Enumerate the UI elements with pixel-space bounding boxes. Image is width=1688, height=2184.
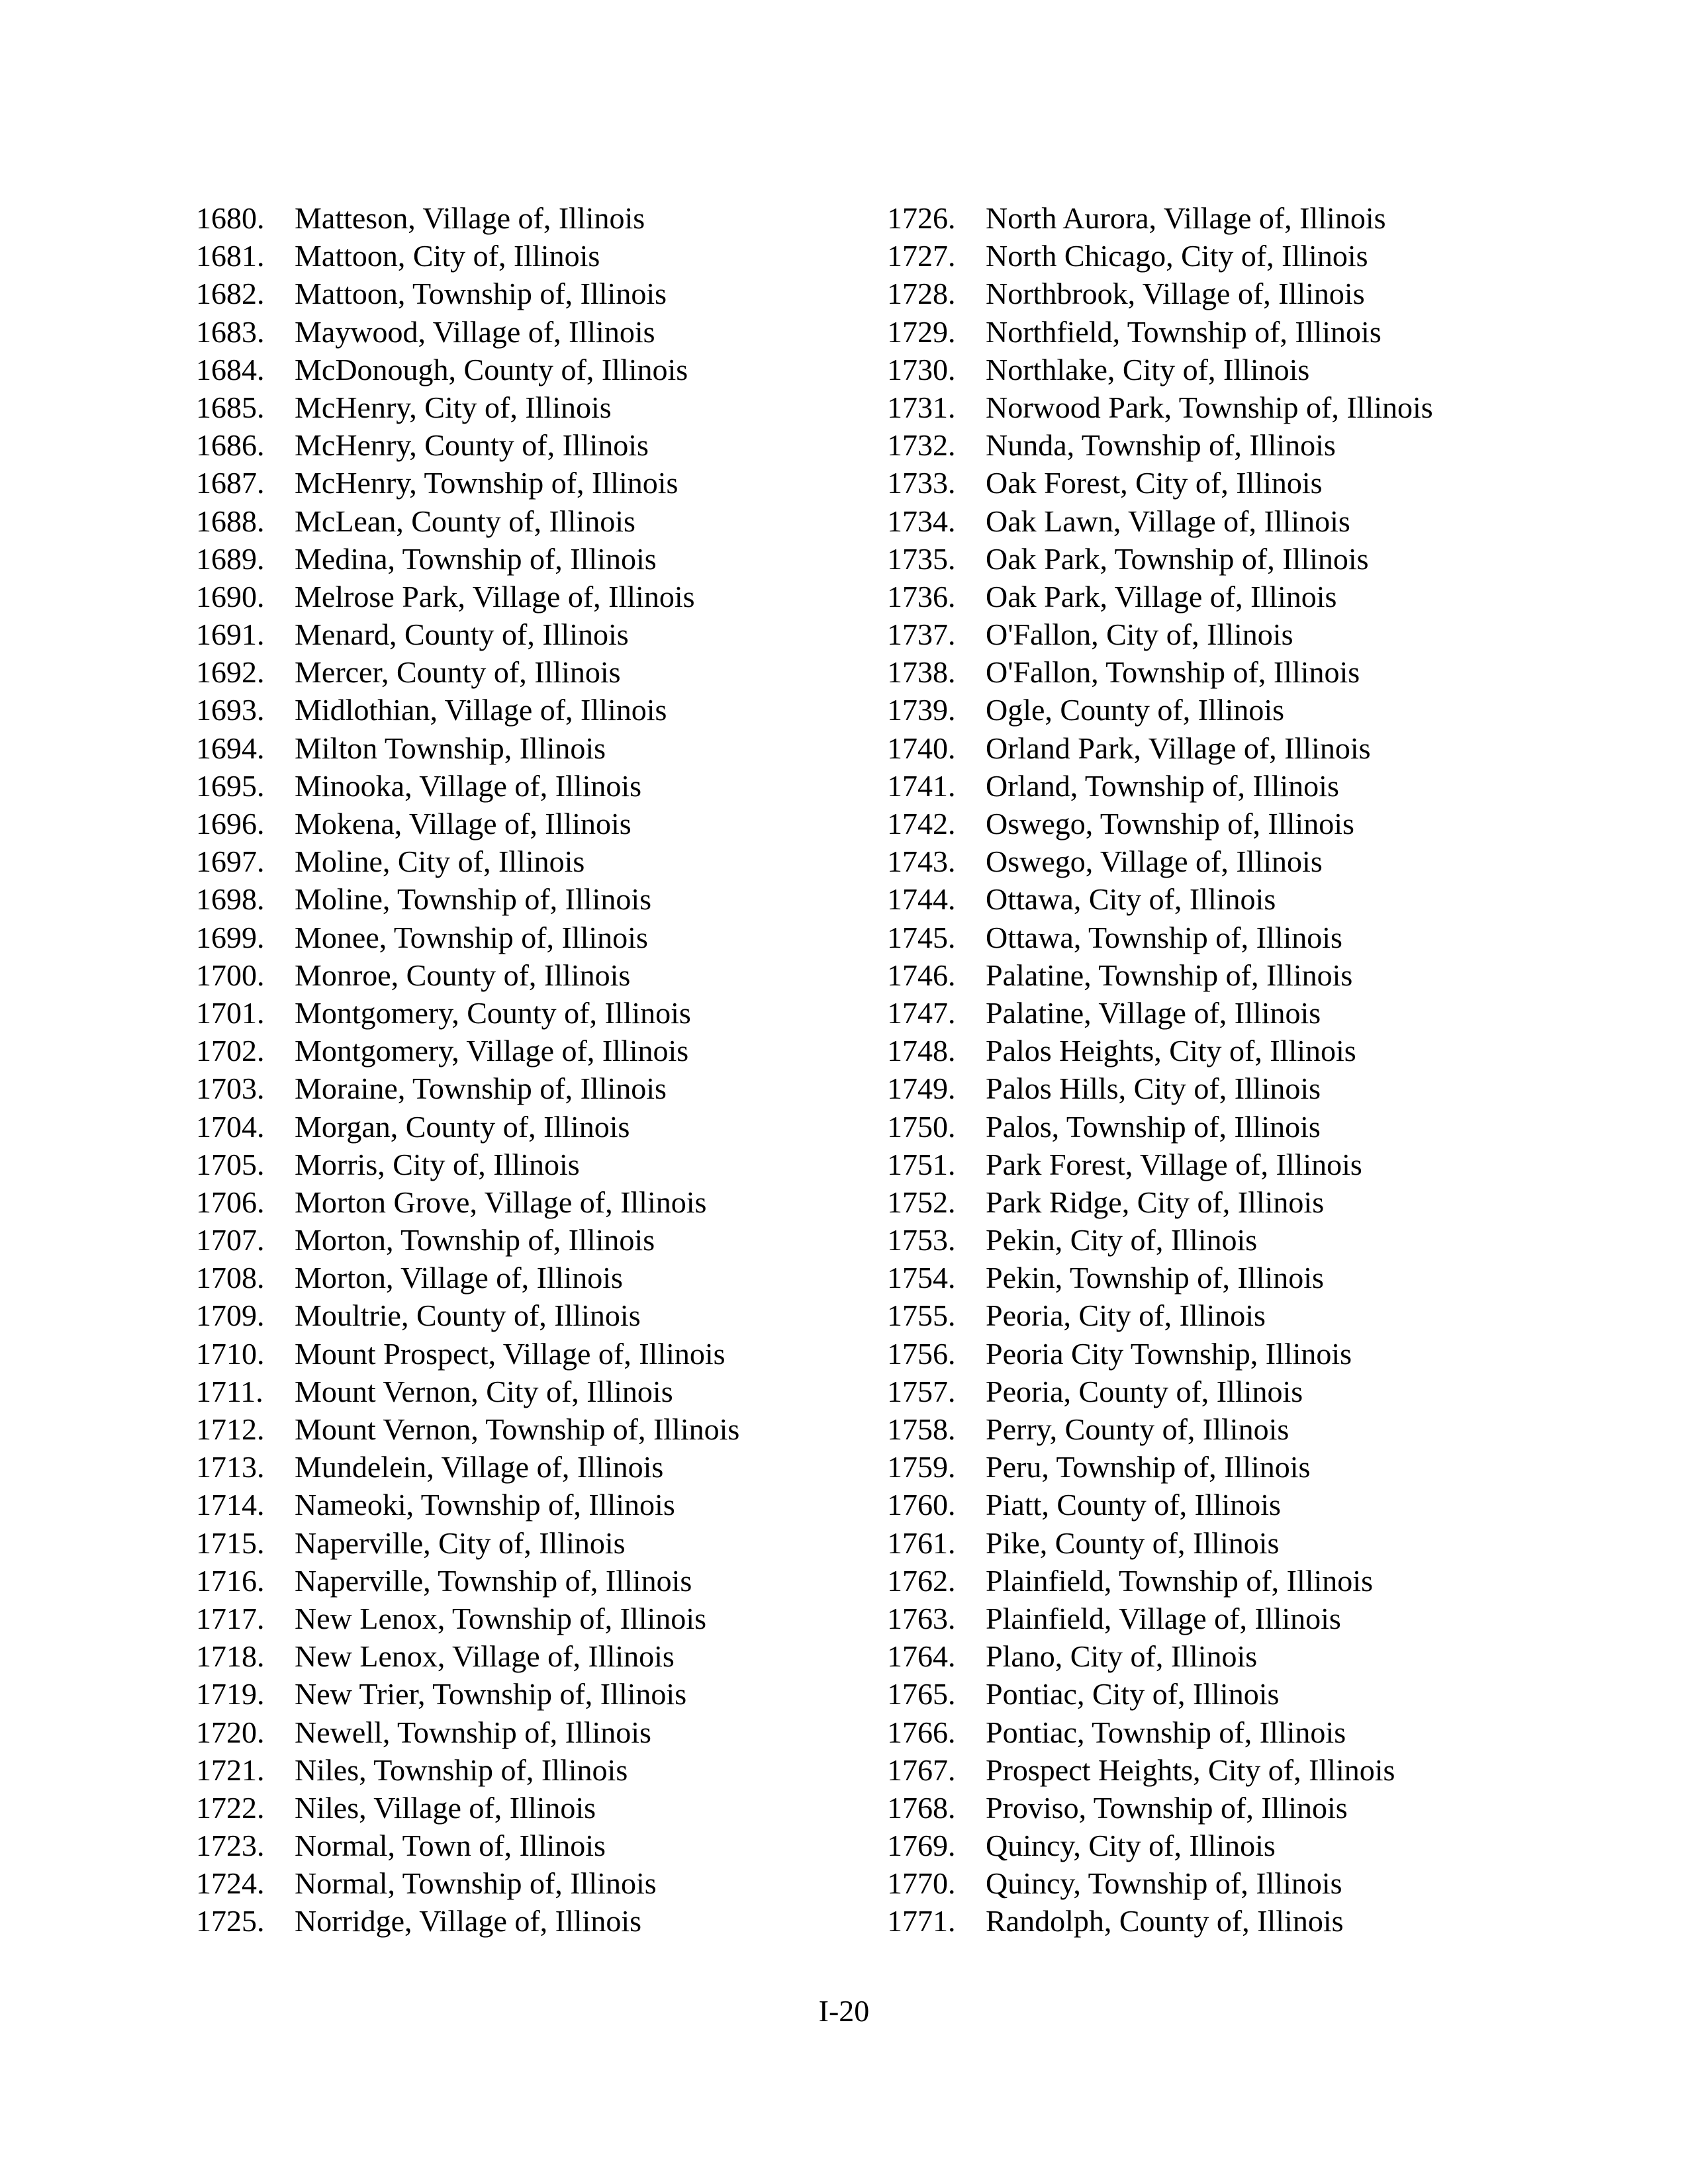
list-item (887, 805, 1549, 842)
entry-name: Normal, Township of, Illinois (295, 1866, 657, 1901)
entry-number: 1741. (887, 768, 956, 803)
list-item (887, 767, 1549, 805)
entry-name: Ottawa, Township of, Illinois (986, 920, 1342, 954)
entry-number: 1694. (196, 731, 265, 765)
entry-name: Oswego, Village of, Illinois (986, 844, 1323, 879)
entry-name: Ogle, County of, Illinois (986, 693, 1285, 727)
entry-name: Pekin, Township of, Illinois (986, 1261, 1324, 1295)
entry-number: 1762. (887, 1563, 956, 1598)
list-item (887, 691, 1549, 729)
entry-number: 1707. (196, 1223, 265, 1257)
entry-name: Plainfield, Village of, Illinois (986, 1601, 1341, 1635)
entry-name: Nameoki, Township of, Illinois (295, 1488, 675, 1522)
list-item (196, 805, 858, 842)
entry-number: 1731. (887, 390, 956, 424)
list-item (887, 1410, 1549, 1448)
entry-number: 1756. (887, 1336, 956, 1371)
list-item (196, 1259, 858, 1297)
entry-name: Park Forest, Village of, Illinois (986, 1147, 1362, 1181)
entry-name: North Chicago, City of, Illinois (986, 239, 1368, 273)
list-item (196, 880, 858, 918)
list-item (196, 1373, 858, 1410)
entry-name: Mattoon, City of, Illinois (295, 239, 600, 273)
entry-name: Plainfield, Township of, Illinois (986, 1563, 1373, 1598)
list-item (196, 502, 858, 540)
list-item (196, 1069, 858, 1107)
entry-number: 1720. (196, 1715, 265, 1749)
list-item (196, 1827, 858, 1864)
entry-number: 1700. (196, 958, 265, 992)
entry-number: 1721. (196, 1752, 265, 1787)
list-item (887, 1297, 1549, 1334)
list-item (196, 388, 858, 426)
entry-number: 1728. (887, 277, 956, 311)
entry-name: Monee, Township of, Illinois (295, 920, 648, 954)
entry-number: 1689. (196, 541, 265, 576)
entry-number: 1747. (887, 995, 956, 1030)
entry-number: 1703. (196, 1071, 265, 1106)
entry-name: North Aurora, Village of, Illinois (986, 201, 1386, 235)
list-item (887, 842, 1549, 880)
entry-number: 1748. (887, 1034, 956, 1068)
list-item (887, 1751, 1549, 1789)
list-item (196, 275, 858, 312)
entry-number: 1695. (196, 768, 265, 803)
entry-number: 1743. (887, 844, 956, 879)
list-item (196, 994, 858, 1032)
list-item (196, 919, 858, 956)
list-item (887, 729, 1549, 767)
entry-name: Morton, Township of, Illinois (295, 1223, 655, 1257)
entry-number: 1744. (887, 882, 956, 917)
entry-name: Oak Forest, City of, Illinois (986, 466, 1323, 500)
entry-name: Peoria City Township, Illinois (986, 1336, 1352, 1371)
entry-name: Mokena, Village of, Illinois (295, 807, 632, 841)
entry-name: Mount Prospect, Village of, Illinois (295, 1336, 726, 1371)
entry-name: New Lenox, Township of, Illinois (295, 1601, 706, 1635)
list-item (196, 1600, 858, 1637)
entry-name: Mattoon, Township of, Illinois (295, 277, 667, 311)
entry-number: 1749. (887, 1071, 956, 1106)
list-item (196, 1486, 858, 1524)
list-item (887, 1069, 1549, 1107)
entry-name: Morton Grove, Village of, Illinois (295, 1185, 707, 1219)
entry-number: 1761. (887, 1525, 956, 1560)
list-item (887, 1221, 1549, 1259)
entry-name: McLean, County of, Illinois (295, 504, 635, 538)
entry-name: Peru, Township of, Illinois (986, 1450, 1311, 1484)
entry-name: Norridge, Village of, Illinois (295, 1904, 642, 1938)
entry-number: 1711. (196, 1374, 263, 1408)
entry-number: 1701. (196, 995, 265, 1030)
entry-name: McHenry, County of, Illinois (295, 428, 649, 463)
list-item (887, 388, 1549, 426)
entry-name: Pike, County of, Illinois (986, 1525, 1280, 1560)
list-item (887, 615, 1549, 653)
entry-name: Oswego, Township of, Illinois (986, 807, 1354, 841)
list-item (196, 1637, 858, 1675)
entry-number: 1683. (196, 314, 265, 349)
entry-number: 1692. (196, 655, 265, 690)
entry-number: 1736. (887, 579, 956, 614)
list-item (196, 1108, 858, 1146)
list-item (196, 1410, 858, 1448)
list-item (887, 1108, 1549, 1146)
list-item (887, 919, 1549, 956)
entry-name: Morgan, County of, Illinois (295, 1109, 630, 1144)
entry-name: Maywood, Village of, Illinois (295, 314, 655, 349)
entry-name: Naperville, Township of, Illinois (295, 1563, 692, 1598)
list-item (887, 1789, 1549, 1827)
entry-number: 1699. (196, 920, 265, 954)
entry-name: Midlothian, Village of, Illinois (295, 693, 667, 727)
entry-number: 1735. (887, 541, 956, 576)
entry-name: Peoria, City of, Illinois (986, 1298, 1266, 1333)
list-item (887, 1675, 1549, 1713)
entry-number: 1702. (196, 1034, 265, 1068)
entry-name: Niles, Township of, Illinois (295, 1752, 628, 1787)
list-item (887, 275, 1549, 312)
entry-number: 1755. (887, 1298, 956, 1333)
list-item (887, 1486, 1549, 1524)
entry-number: 1757. (887, 1374, 956, 1408)
entry-number: 1765. (887, 1677, 956, 1711)
entry-name: Oak Park, Township of, Illinois (986, 541, 1369, 576)
entry-name: Proviso, Township of, Illinois (986, 1790, 1348, 1825)
entry-number: 1742. (887, 807, 956, 841)
entry-number: 1724. (196, 1866, 265, 1901)
entry-number: 1712. (196, 1412, 265, 1446)
list-item (196, 540, 858, 578)
entry-name: Quincy, City of, Illinois (986, 1829, 1276, 1863)
list-item (196, 1562, 858, 1600)
entry-name: Peoria, County of, Illinois (986, 1374, 1303, 1408)
entry-name: Northlake, City of, Illinois (986, 352, 1310, 387)
entry-number: 1714. (196, 1488, 265, 1522)
entry-number: 1732. (887, 428, 956, 463)
entry-name: Moultrie, County of, Illinois (295, 1298, 641, 1333)
entry-number: 1696. (196, 807, 265, 841)
entry-number: 1681. (196, 239, 265, 273)
entry-number: 1767. (887, 1752, 956, 1787)
entry-number: 1705. (196, 1147, 265, 1181)
entry-number: 1690. (196, 579, 265, 614)
entry-number: 1739. (887, 693, 956, 727)
list-item (887, 464, 1549, 502)
entry-number: 1717. (196, 1601, 265, 1635)
entry-number: 1723. (196, 1829, 265, 1863)
list-item (196, 1864, 858, 1902)
list-item (887, 653, 1549, 691)
list-item (196, 615, 858, 653)
entry-name: Palos Heights, City of, Illinois (986, 1034, 1356, 1068)
entry-number: 1771. (887, 1904, 956, 1938)
entry-name: Orland, Township of, Illinois (986, 768, 1339, 803)
entry-name: Mundelein, Village of, Illinois (295, 1450, 664, 1484)
list-item (196, 1789, 858, 1827)
entry-number: 1680. (196, 201, 265, 235)
entry-name: New Trier, Township of, Illinois (295, 1677, 687, 1711)
entry-name: Norwood Park, Township of, Illinois (986, 390, 1433, 424)
list-item (196, 956, 858, 994)
entry-name: Palatine, Township of, Illinois (986, 958, 1353, 992)
list-item (196, 1335, 858, 1373)
list-item (887, 1335, 1549, 1373)
list-item (887, 351, 1549, 388)
list-item (887, 1146, 1549, 1183)
list-item (196, 1146, 858, 1183)
list-item (887, 313, 1549, 351)
entry-name: Pekin, City of, Illinois (986, 1223, 1258, 1257)
list-item (887, 1713, 1549, 1751)
entry-number: 1718. (196, 1639, 265, 1674)
list-item (196, 1032, 858, 1069)
list-item (196, 691, 858, 729)
entry-number: 1766. (887, 1715, 956, 1749)
list-item (196, 1183, 858, 1221)
entry-number: 1698. (196, 882, 265, 917)
entry-name: Prospect Heights, City of, Illinois (986, 1752, 1395, 1787)
entry-number: 1691. (196, 617, 265, 652)
entry-number: 1751. (887, 1147, 956, 1181)
list-item (196, 199, 858, 237)
list-item (887, 540, 1549, 578)
entry-name: Ottawa, City of, Illinois (986, 882, 1276, 917)
entry-name: Morris, City of, Illinois (295, 1147, 580, 1181)
entry-name: Piatt, County of, Illinois (986, 1488, 1281, 1522)
list-item (887, 1600, 1549, 1637)
entry-number: 1682. (196, 277, 265, 311)
entry-name: O'Fallon, Township of, Illinois (986, 655, 1360, 690)
list-item (196, 1524, 858, 1562)
entry-name: Matteson, Village of, Illinois (295, 201, 645, 235)
entry-number: 1760. (887, 1488, 956, 1522)
entry-number: 1737. (887, 617, 956, 652)
list-item (196, 426, 858, 464)
entry-name: Pontiac, City of, Illinois (986, 1677, 1280, 1711)
entry-number: 1722. (196, 1790, 265, 1825)
entry-name: Nunda, Township of, Illinois (986, 428, 1336, 463)
entry-number: 1764. (887, 1639, 956, 1674)
list-item (887, 1524, 1549, 1562)
entry-number: 1753. (887, 1223, 956, 1257)
entry-name: Mount Vernon, City of, Illinois (295, 1374, 673, 1408)
entry-name: Medina, Township of, Illinois (295, 541, 657, 576)
list-item (887, 502, 1549, 540)
entry-number: 1719. (196, 1677, 265, 1711)
entry-name: Northfield, Township of, Illinois (986, 314, 1382, 349)
list-item (887, 1448, 1549, 1486)
list-item (887, 426, 1549, 464)
entry-number: 1710. (196, 1336, 265, 1371)
entry-name: Randolph, County of, Illinois (986, 1904, 1344, 1938)
entry-number: 1704. (196, 1109, 265, 1144)
entry-name: McHenry, Township of, Illinois (295, 466, 679, 500)
entry-name: Moraine, Township of, Illinois (295, 1071, 667, 1106)
entry-name: Pontiac, Township of, Illinois (986, 1715, 1346, 1749)
list-item (887, 237, 1549, 275)
list-item (196, 313, 858, 351)
entry-number: 1768. (887, 1790, 956, 1825)
entry-name: Perry, County of, Illinois (986, 1412, 1289, 1446)
left-column-list (196, 199, 858, 1940)
entry-number: 1730. (887, 352, 956, 387)
list-item (196, 237, 858, 275)
entry-name: Naperville, City of, Illinois (295, 1525, 626, 1560)
entry-name: Niles, Village of, Illinois (295, 1790, 596, 1825)
entry-name: Oak Park, Village of, Illinois (986, 579, 1337, 614)
list-item (887, 1902, 1549, 1940)
entry-name: Melrose Park, Village of, Illinois (295, 579, 695, 614)
entry-name: Montgomery, County of, Illinois (295, 995, 691, 1030)
list-item (196, 1221, 858, 1259)
entry-number: 1688. (196, 504, 265, 538)
list-item (887, 1562, 1549, 1600)
entry-number: 1745. (887, 920, 956, 954)
entry-name: Montgomery, Village of, Illinois (295, 1034, 689, 1068)
entry-number: 1687. (196, 466, 265, 500)
entry-number: 1729. (887, 314, 956, 349)
list-item (196, 1675, 858, 1713)
list-item (887, 956, 1549, 994)
list-item (887, 578, 1549, 615)
entry-name: New Lenox, Village of, Illinois (295, 1639, 675, 1674)
list-item (887, 1827, 1549, 1864)
entry-name: McHenry, City of, Illinois (295, 390, 612, 424)
entry-name: Minooka, Village of, Illinois (295, 768, 642, 803)
entry-name: O'Fallon, City of, Illinois (986, 617, 1293, 652)
list-item (887, 994, 1549, 1032)
list-item (887, 199, 1549, 237)
entry-number: 1706. (196, 1185, 265, 1219)
entry-name: Plano, City of, Illinois (986, 1639, 1258, 1674)
entry-number: 1697. (196, 844, 265, 879)
entry-name: Park Ridge, City of, Illinois (986, 1185, 1325, 1219)
entry-name: McDonough, County of, Illinois (295, 352, 688, 387)
list-item (196, 464, 858, 502)
list-item (196, 842, 858, 880)
entry-name: Palatine, Village of, Illinois (986, 995, 1321, 1030)
list-item (887, 1373, 1549, 1410)
entry-number: 1685. (196, 390, 265, 424)
entry-number: 1763. (887, 1601, 956, 1635)
entry-number: 1715. (196, 1525, 265, 1560)
entry-name: Palos, Township of, Illinois (986, 1109, 1321, 1144)
list-item (196, 578, 858, 615)
entry-number: 1725. (196, 1904, 265, 1938)
entry-number: 1746. (887, 958, 956, 992)
entry-number: 1693. (196, 693, 265, 727)
entry-number: 1740. (887, 731, 956, 765)
entry-name: Mercer, County of, Illinois (295, 655, 621, 690)
list-item (887, 1183, 1549, 1221)
list-item (887, 1259, 1549, 1297)
entry-name: Monroe, County of, Illinois (295, 958, 631, 992)
list-item (196, 729, 858, 767)
entry-number: 1709. (196, 1298, 265, 1333)
list-item (196, 767, 858, 805)
entry-number: 1770. (887, 1866, 956, 1901)
list-item (196, 653, 858, 691)
entry-number: 1684. (196, 352, 265, 387)
entry-number: 1727. (887, 239, 956, 273)
entry-name: Moline, City of, Illinois (295, 844, 585, 879)
list-item (196, 1902, 858, 1940)
entry-number: 1769. (887, 1829, 956, 1863)
entry-number: 1759. (887, 1450, 956, 1484)
entry-name: Milton Township, Illinois (295, 731, 606, 765)
list-item (887, 1864, 1549, 1902)
entry-name: Quincy, Township of, Illinois (986, 1866, 1342, 1901)
entry-name: Normal, Town of, Illinois (295, 1829, 606, 1863)
entry-number: 1752. (887, 1185, 956, 1219)
list-item (887, 1637, 1549, 1675)
list-item (196, 1751, 858, 1789)
list-item (196, 1713, 858, 1751)
entry-name: Menard, County of, Illinois (295, 617, 629, 652)
list-item (196, 351, 858, 388)
entry-number: 1758. (887, 1412, 956, 1446)
entry-number: 1716. (196, 1563, 265, 1598)
entry-number: 1754. (887, 1261, 956, 1295)
entry-name: Mount Vernon, Township of, Illinois (295, 1412, 740, 1446)
entry-number: 1750. (887, 1109, 956, 1144)
entry-number: 1733. (887, 466, 956, 500)
entry-name: Newell, Township of, Illinois (295, 1715, 651, 1749)
list-item (887, 880, 1549, 918)
entry-number: 1708. (196, 1261, 265, 1295)
list-item (196, 1297, 858, 1334)
list-item (887, 1032, 1549, 1069)
entry-number: 1726. (887, 201, 956, 235)
entry-number: 1734. (887, 504, 956, 538)
entry-name: Orland Park, Village of, Illinois (986, 731, 1371, 765)
right-column-list (887, 199, 1549, 1940)
list-item (196, 1448, 858, 1486)
entry-name: Moline, Township of, Illinois (295, 882, 651, 917)
entry-name: Morton, Village of, Illinois (295, 1261, 623, 1295)
entry-name: Oak Lawn, Village of, Illinois (986, 504, 1350, 538)
entry-number: 1713. (196, 1450, 265, 1484)
entry-number: 1738. (887, 655, 956, 690)
entry-number: 1686. (196, 428, 265, 463)
entry-name: Northbrook, Village of, Illinois (986, 277, 1365, 311)
page-number: I-20 (818, 1994, 870, 2028)
entry-name: Palos Hills, City of, Illinois (986, 1071, 1321, 1106)
